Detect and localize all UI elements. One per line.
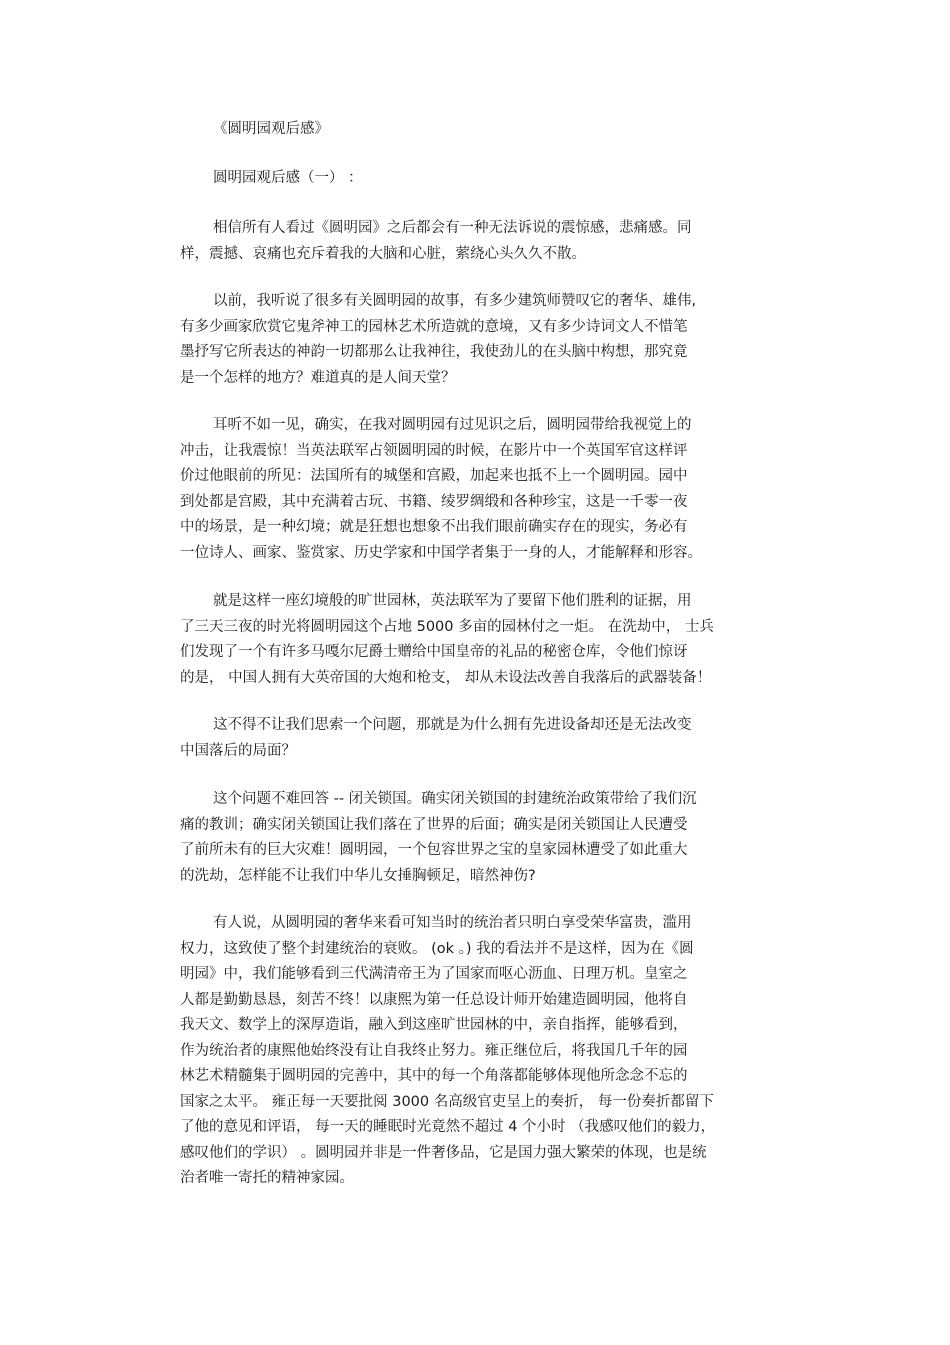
paragraph-line: 林艺术精髓集于圆明园的完善中，其中的每一个角落都能够体现他所念念不忘的 [180, 1068, 688, 1084]
paragraph-7 [180, 911, 780, 1192]
paragraph-line: 权力，这致使了整个封建统治的衰败。 (ok 。) 我的看法并不是这样，因为在《圆 [180, 940, 694, 957]
paragraph-line: 相信所有人看过《圆明园》之后都会有一种无法诉说的震惊感，悲痛感。同 [213, 220, 692, 236]
paragraph-line: 的是， 中国人拥有大英帝国的大炮和枪支， 却从未设法改善自我落后的武器装备！ [180, 669, 712, 686]
paragraph-line: 我天文、数学上的深厚造诣，融入到这座旷世园林的中，亲自指挥，能够看到， [180, 1017, 688, 1033]
paragraph-line: 这不得不让我们思索一个问题，那就是为什么拥有先进设备却还是无法改变 [213, 717, 692, 733]
paragraph-line: 作为统治者的康熙他始终没有让自我终止努力。雍正继位后，将我国几千年的园 [180, 1042, 688, 1059]
paragraph-line: 治者唯一寄托的精神家园。 [180, 1170, 354, 1186]
paragraph-6 [180, 787, 780, 889]
paragraph-line: 这个问题不难回答 -- 闭关锁国。确实闭关锁国的封建统治政策带给了我们沉 [213, 791, 697, 807]
document-title: 《圆明园观后感》 [213, 121, 329, 137]
paragraph-5 [180, 713, 780, 764]
paragraph-line: 痛的教训；确实闭关锁国让我们落在了世界的后面；确实是闭关锁国让人民遭受 [180, 816, 688, 833]
paragraph-line: 到处都是宫殿，其中充满着古玩、书籍、绫罗绸缎和各种珍宝，这是一千零一夜 [180, 493, 688, 510]
paragraph-line: 冲击，让我震惊！当英法联军占领圆明园的时候，在影片中一个英国军官这样评 [180, 442, 688, 459]
paragraph-line: 有人说，从圆明园的奢华来看可知当时的统治者只明白享受荣华富贵，滥用 [213, 915, 692, 931]
paragraph-line: 了前所未有的巨大灾难！圆明园，一个包容世界之宝的皇家园林遭受了如此重大 [180, 842, 688, 858]
paragraph-line: 人都是勤勤恳恳，刻苦不终！以康熙为第一任总设计师开始建造圆明园，他将自 [180, 991, 688, 1008]
paragraph-line: 墨抒写它所表达的神韵一切都那么让我神往，我使劲儿的在头脑中构想，那究竟 [180, 344, 688, 360]
paragraph-line: 明园》中，我们能够看到三代满清帝王为了国家而呕心沥血、日理万机。皇室之 [180, 966, 688, 982]
paragraph-line: 了三天三夜的时光将圆明园这个占地 5000 多亩的园林付之一炬。 在洗劫中， 士兵 [180, 618, 714, 635]
paragraph-2 [180, 289, 780, 391]
paragraph-line: 价过他眼前的所见：法国所有的城堡和宫殿，加起来也抵不上一个圆明园。园中 [180, 468, 688, 484]
paragraph-line: 一位诗人、画家、鉴赏家、历史学家和中国学者集于一身的人，才能解释和形容。 [180, 544, 702, 561]
paragraph-line: 了他的意见和评语， 每一天的睡眠时光竟然不超过 4 个小时 （我感叹他们的毅力， [180, 1119, 716, 1135]
paragraph-line: 中国落后的局面？ [180, 742, 296, 759]
paragraph-line: 就是这样一座幻境般的旷世园林，英法联军为了要留下他们胜利的证据，用 [213, 593, 692, 609]
paragraph-3 [180, 413, 780, 566]
paragraph-line: 国家之太平。 雍正每一天要批阅 3000 名高级官吏呈上的奏折， 每一份奏折都留下 [180, 1093, 714, 1110]
paragraph-line: 的洗劫，怎样能不让我们中华儿女捶胸顿足，暗然神伤? [180, 867, 536, 884]
paragraph-line: 是一个怎样的地方？难道真的是人间天堂？ [180, 369, 456, 386]
paragraph-line: 以前，我听说了很多有关圆明园的故事，有多少建筑师赞叹它的奢华、雄伟, [213, 293, 697, 309]
paragraph-line: 样，震撼、哀痛也充斥着我的大脑和心脏，萦绕心头久久不散。 [180, 245, 586, 262]
paragraph-line: 有多少画家欣赏它鬼斧神工的园林艺术所造就的意境，又有多少诗词文人不惜笔 [180, 318, 688, 335]
paragraph-line: 耳听不如一见，确实，在我对圆明园有过见识之后，圆明园带给我视觉上的 [213, 417, 692, 433]
paragraph-4 [180, 589, 780, 691]
paragraph-line: 感叹他们的学识） 。圆明园并非是一件奢侈品，它是国力强大繁荣的体现，也是统 [180, 1144, 707, 1161]
paragraph-line: 们发现了一个有许多马嘎尔尼爵士赠给中国皇帝的礼品的秘密仓库，令他们惊讶 [180, 644, 688, 660]
paragraph-1 [180, 216, 780, 267]
document-subtitle: 圆明园观后感（一） ： [213, 170, 363, 186]
paragraph-line: 中的场景，是一种幻境；就是狂想也想象不出我们眼前确实存在的现实，务必有 [180, 519, 688, 535]
